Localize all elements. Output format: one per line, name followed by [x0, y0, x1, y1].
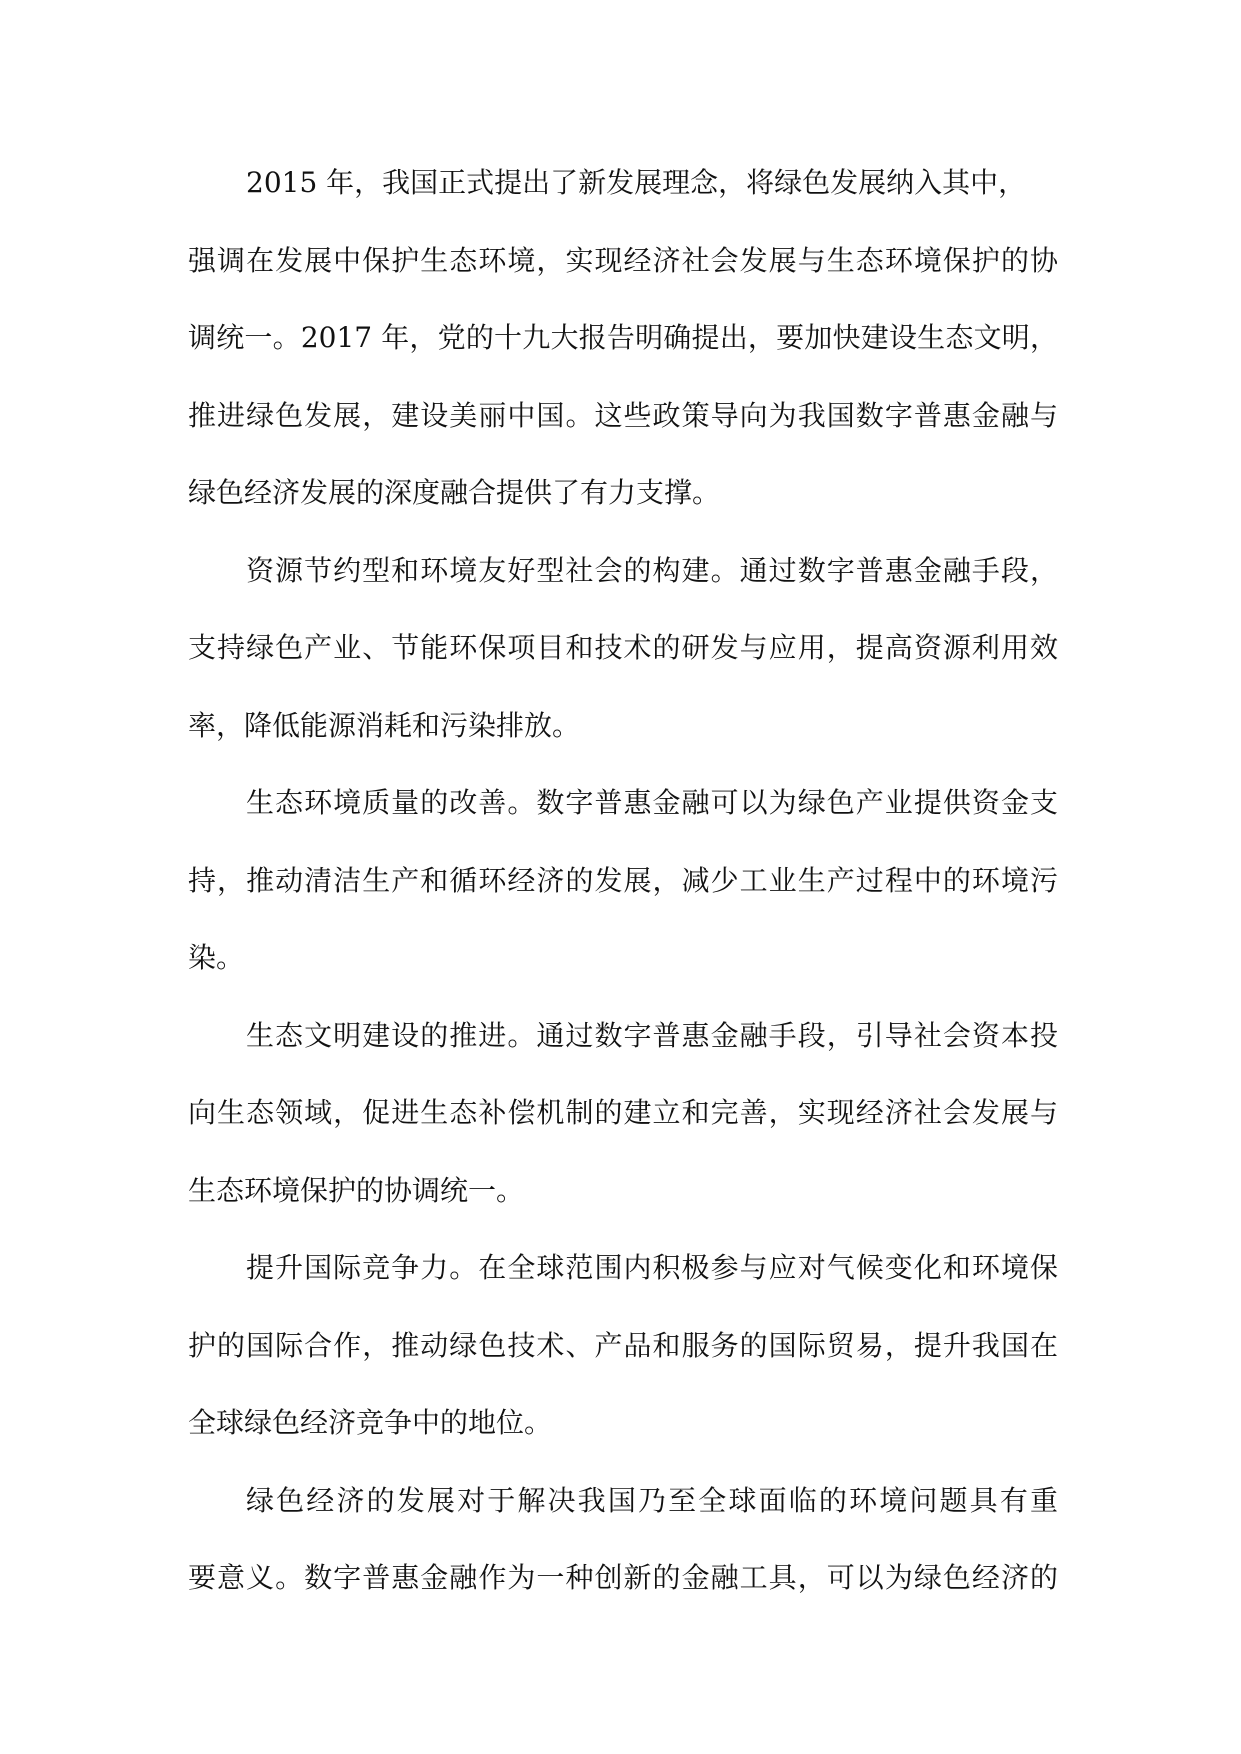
text-line: 要意义。数字普惠金融作为一种创新的金融工具，可以为绿色经济的 — [188, 1561, 1058, 1594]
text-line: 提升国际竞争力。在全球范围内积极参与应对气候变化和环境保 — [246, 1251, 1058, 1284]
text-line: 全球绿色经济竞争中的地位。 — [188, 1406, 553, 1439]
paragraph-ecological-quality — [188, 764, 1058, 997]
text-line: 绿色经济发展的深度融合提供了有力支撑。 — [188, 476, 721, 509]
text-line: 资源节约型和环境友好型社会的构建。通过数字普惠金融手段， — [246, 553, 1058, 587]
paragraph-resource-saving-society — [188, 532, 1058, 765]
paragraph-international-competitiveness — [188, 1229, 1058, 1462]
paragraph-ecological-civilization — [188, 997, 1058, 1230]
text-line: 2015 年，我国正式提出了新发展理念，将绿色发展纳入其中， — [246, 166, 1027, 199]
text-line: 生态环境保护的协调统一。 — [188, 1173, 525, 1207]
text-line: 强调在发展中保护生态环境，实现经济社会发展与生态环境保护的协 — [188, 243, 1058, 277]
text-line: 持，推动清洁生产和循环经济的发展，减少工业生产过程中的环境污 — [188, 863, 1058, 897]
text-line: 率，降低能源消耗和污染排放。 — [188, 708, 581, 742]
text-line: 护的国际合作，推动绿色技术、产品和服务的国际贸易，提升我国在 — [188, 1328, 1058, 1362]
text-line: 支持绿色产业、节能环保项目和技术的研发与应用，提高资源利用效 — [188, 631, 1058, 664]
text-line: 调统一。2017 年，党的十九大报告明确提出，要加快建设生态文明， — [188, 321, 1058, 354]
text-line: 绿色经济的发展对于解决我国乃至全球面临的环境问题具有重 — [246, 1483, 1058, 1517]
text-line: 推进绿色发展，建设美丽中国。这些政策导向为我国数字普惠金融与 — [188, 398, 1058, 432]
document-body — [188, 144, 1058, 1617]
paragraph-green-development-policy — [188, 144, 1058, 532]
text-line: 染。 — [188, 941, 245, 974]
text-line: 生态文明建设的推进。通过数字普惠金融手段，引导社会资本投 — [246, 1018, 1058, 1052]
text-line: 生态环境质量的改善。数字普惠金融可以为绿色产业提供资金支 — [246, 786, 1058, 819]
text-line: 向生态领域，促进生态补偿机制的建立和完善，实现经济社会发展与 — [188, 1096, 1058, 1129]
paragraph-green-economy-significance — [188, 1462, 1058, 1617]
